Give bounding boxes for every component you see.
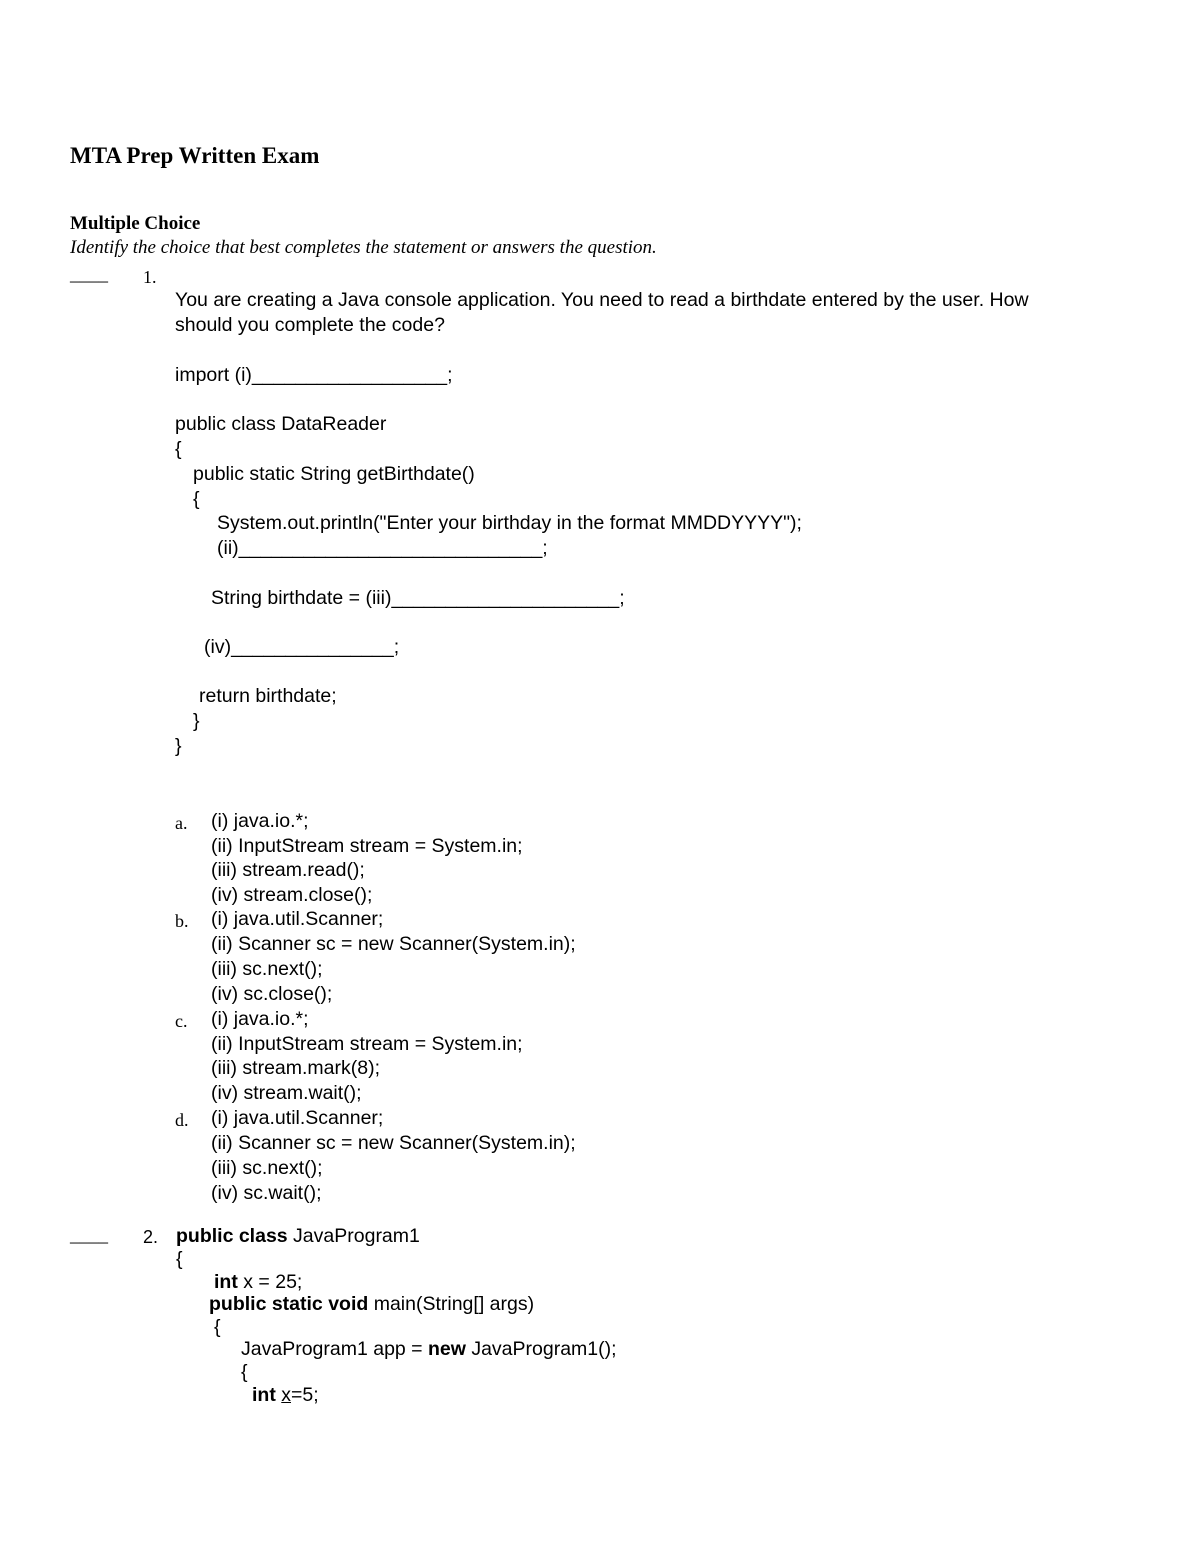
option-line: (iv) sc.close(); xyxy=(211,983,333,1005)
code-line: (iv)_______________; xyxy=(204,636,400,658)
code-line: String birthdate = (iii)_____________________; xyxy=(211,587,625,609)
answer-blank: ____ xyxy=(70,264,108,285)
code-text: JavaProgram1 xyxy=(287,1225,420,1247)
option-line: (ii) InputStream stream = System.in; xyxy=(211,1033,523,1055)
page-title: MTA Prep Written Exam xyxy=(70,143,320,168)
code-line: { xyxy=(241,1361,248,1383)
code-line: { xyxy=(175,438,182,460)
code-line: { xyxy=(176,1248,183,1270)
code-keyword: new xyxy=(427,1338,466,1360)
code-line xyxy=(209,1293,534,1316)
code-text: JavaProgram1(); xyxy=(465,1338,617,1360)
code-line: public class DataReader xyxy=(175,413,387,435)
code-line: System.out.println("Enter your birthday in the format MMDDYYYY"); xyxy=(217,512,802,534)
option-line: (ii) Scanner sc = new Scanner(System.in); xyxy=(211,933,576,955)
option-line: (iii) stream.read(); xyxy=(211,859,365,881)
question-prompt-line-1: You are creating a Java console application. You need to read a birthdate entered by the user. How xyxy=(175,289,1029,311)
option-line: (iii) sc.next(); xyxy=(211,1157,323,1179)
option-line: (i) java.util.Scanner; xyxy=(211,1107,384,1129)
code-text: JavaProgram1 app = xyxy=(241,1338,428,1360)
option-letter: a. xyxy=(175,813,188,833)
code-text: =5; xyxy=(291,1384,319,1406)
code-text: x = 25; xyxy=(237,1271,303,1293)
code-variable: x xyxy=(281,1384,291,1406)
option-letter: b. xyxy=(175,911,189,931)
code-line: } xyxy=(175,735,182,757)
instructions: Identify the choice that best completes the statement or answers the question. xyxy=(70,237,657,258)
code-line: { xyxy=(193,488,200,510)
code-line: { xyxy=(214,1316,221,1338)
option-line: (iv) stream.close(); xyxy=(211,884,373,906)
code-text: main(String[] args) xyxy=(368,1293,535,1315)
code-keyword: int xyxy=(252,1384,276,1406)
code-keyword: public class xyxy=(176,1225,288,1247)
code-line xyxy=(241,1338,617,1361)
question-number: 2. xyxy=(143,1227,159,1247)
option-line: (i) java.util.Scanner; xyxy=(211,908,384,930)
option-line: (i) java.io.*; xyxy=(211,1008,309,1030)
code-line xyxy=(176,1225,420,1248)
code-line: return birthdate; xyxy=(199,685,337,707)
code-line xyxy=(214,1271,302,1294)
code-keyword: int xyxy=(214,1271,238,1293)
option-line: (iii) sc.next(); xyxy=(211,958,323,980)
option-line: (i) java.io.*; xyxy=(211,810,309,832)
code-line xyxy=(252,1384,319,1407)
code-line: import (i)__________________; xyxy=(175,364,453,386)
option-line: (ii) InputStream stream = System.in; xyxy=(211,835,523,857)
option-letter: d. xyxy=(175,1110,189,1130)
section-heading: Multiple Choice xyxy=(70,213,201,234)
question-prompt-line-2: should you complete the code? xyxy=(175,314,445,336)
question-number: 1. xyxy=(143,267,157,287)
option-letter: c. xyxy=(175,1011,188,1031)
code-line: (ii)____________________________; xyxy=(217,537,548,559)
code-keyword: public static void xyxy=(209,1293,369,1315)
code-line: public static String getBirthdate() xyxy=(193,463,475,485)
option-line: (iv) sc.wait(); xyxy=(211,1182,322,1204)
answer-blank: ____ xyxy=(70,1225,108,1246)
option-line: (iv) stream.wait(); xyxy=(211,1082,362,1104)
code-line: } xyxy=(193,710,200,732)
option-line: (iii) stream.mark(8); xyxy=(211,1057,380,1079)
option-line: (ii) Scanner sc = new Scanner(System.in); xyxy=(211,1132,576,1154)
